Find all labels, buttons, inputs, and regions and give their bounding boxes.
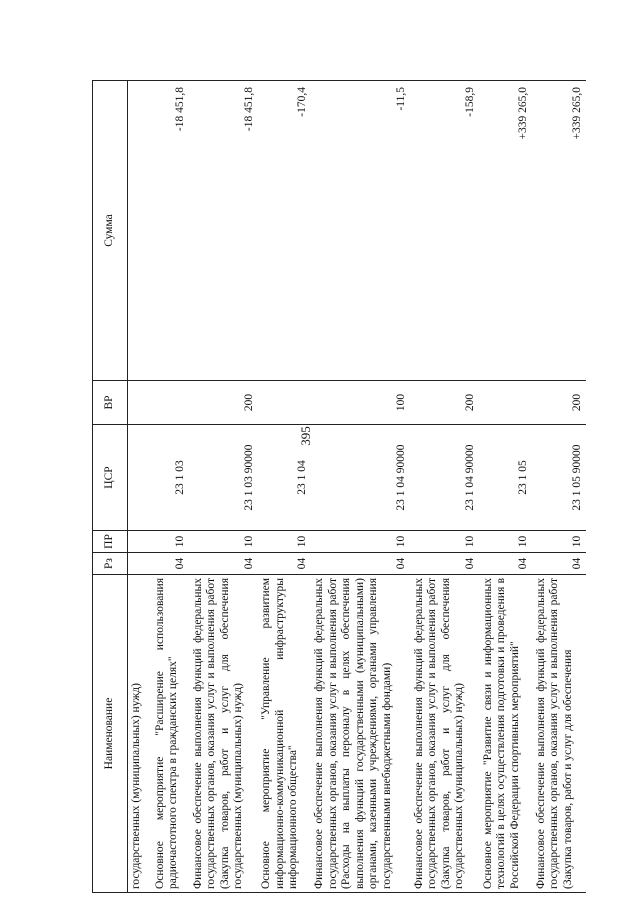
header-pr: ПР <box>93 531 128 553</box>
row-sum: -170,4 <box>258 81 311 381</box>
row-sum: -11,5 <box>311 81 411 381</box>
row-csr: 23 1 04 90000 <box>311 425 411 531</box>
row-name: Основное мероприятие "Управление развитием информационно-коммуникационной инфраструктуры информационного общества" <box>258 575 311 893</box>
table-row <box>480 81 533 893</box>
row-sum: -18 451,8 <box>190 81 259 381</box>
row-pr: 10 <box>258 531 311 553</box>
row-sum: -18 451,8 <box>152 81 190 381</box>
row-sum <box>128 81 152 381</box>
row-vr <box>152 381 190 425</box>
header-name: Наименование <box>93 575 128 893</box>
row-name: Финансовое обеспечение выполнения функций федеральных государственных органов, оказания услуг и выполнения работ (Закупка товаров, работ и услуг для обеспечения государственных (муниципальных) нужд) <box>411 575 480 893</box>
row-name: государственных (муниципальных) нужд) <box>128 575 152 893</box>
row-rz: 04 <box>190 553 259 575</box>
row-pr: 10 <box>533 531 586 553</box>
table-row <box>533 81 586 893</box>
row-rz: 04 <box>258 553 311 575</box>
row-vr: 200 <box>190 381 259 425</box>
row-sum: -158,9 <box>411 81 480 381</box>
row-vr: 200 <box>533 381 586 425</box>
row-vr <box>258 381 311 425</box>
budget-table <box>92 80 586 893</box>
row-rz: 04 <box>480 553 533 575</box>
row-csr: 23 1 04 90000 <box>411 425 480 531</box>
row-name: Основное мероприятие "Расширение использования радиочастотного спектра в гражданских целях" <box>152 575 190 893</box>
header-csr: ЦСР <box>93 425 128 531</box>
row-vr: 100 <box>311 381 411 425</box>
table-row <box>258 81 311 893</box>
row-name: Финансовое обеспечение выполнения функций федеральных государственных органов, оказания услуг и выполнения работ (Закупка товаров, работ и услуг для обеспечения государственных (муниципальных) нужд) <box>190 575 259 893</box>
header-sum: Сумма <box>93 81 128 381</box>
row-pr: 10 <box>152 531 190 553</box>
row-sum: +339 265,0 <box>480 81 533 381</box>
row-vr <box>480 381 533 425</box>
table-row <box>311 81 411 893</box>
row-csr: 23 1 05 90000 <box>533 425 586 531</box>
page-number: 395 <box>298 426 313 446</box>
table-row <box>152 81 190 893</box>
table-row <box>190 81 259 893</box>
row-csr: 23 1 03 90000 <box>190 425 259 531</box>
row-vr: 200 <box>411 381 480 425</box>
row-csr <box>128 425 152 531</box>
row-rz: 04 <box>411 553 480 575</box>
row-rz: 04 <box>152 553 190 575</box>
table-row <box>128 81 152 893</box>
header-rz: Рз <box>93 553 128 575</box>
row-rz: 04 <box>533 553 586 575</box>
row-csr: 23 1 03 <box>152 425 190 531</box>
row-pr: 10 <box>190 531 259 553</box>
row-vr <box>128 381 152 425</box>
row-rz: 04 <box>311 553 411 575</box>
row-csr: 23 1 05 <box>480 425 533 531</box>
row-name: Финансовое обеспечение выполнения функций федеральных государственных органов, оказания услуг и выполнения работ (Расходы на выплаты персоналу в целях обеспечения выполнения функций государственными (муниципальными) органами, казенными учреждениями, органами управления государственными внебюджетными фондами) <box>311 575 411 893</box>
row-pr <box>128 531 152 553</box>
row-name: Финансовое обеспечение выполнения функций федеральных государственных органов, оказания услуг и выполнения работ (Закупка товаров, работ и услуг для обеспечения <box>533 575 586 893</box>
header-vr: ВР <box>93 381 128 425</box>
row-name: Основное мероприятие "Развитие связи и информационных технологий в целях осуществления подготовки и проведения в Российской Федерации спортивных мероприятий" <box>480 575 533 893</box>
row-sum: +339 265,0 <box>533 81 586 381</box>
row-pr: 10 <box>480 531 533 553</box>
row-pr: 10 <box>411 531 480 553</box>
table-header-row <box>93 81 128 893</box>
row-csr: 23 1 04 <box>258 425 311 531</box>
rotated-table-frame <box>92 81 586 893</box>
table-row <box>411 81 480 893</box>
row-pr: 10 <box>311 531 411 553</box>
row-rz <box>128 553 152 575</box>
